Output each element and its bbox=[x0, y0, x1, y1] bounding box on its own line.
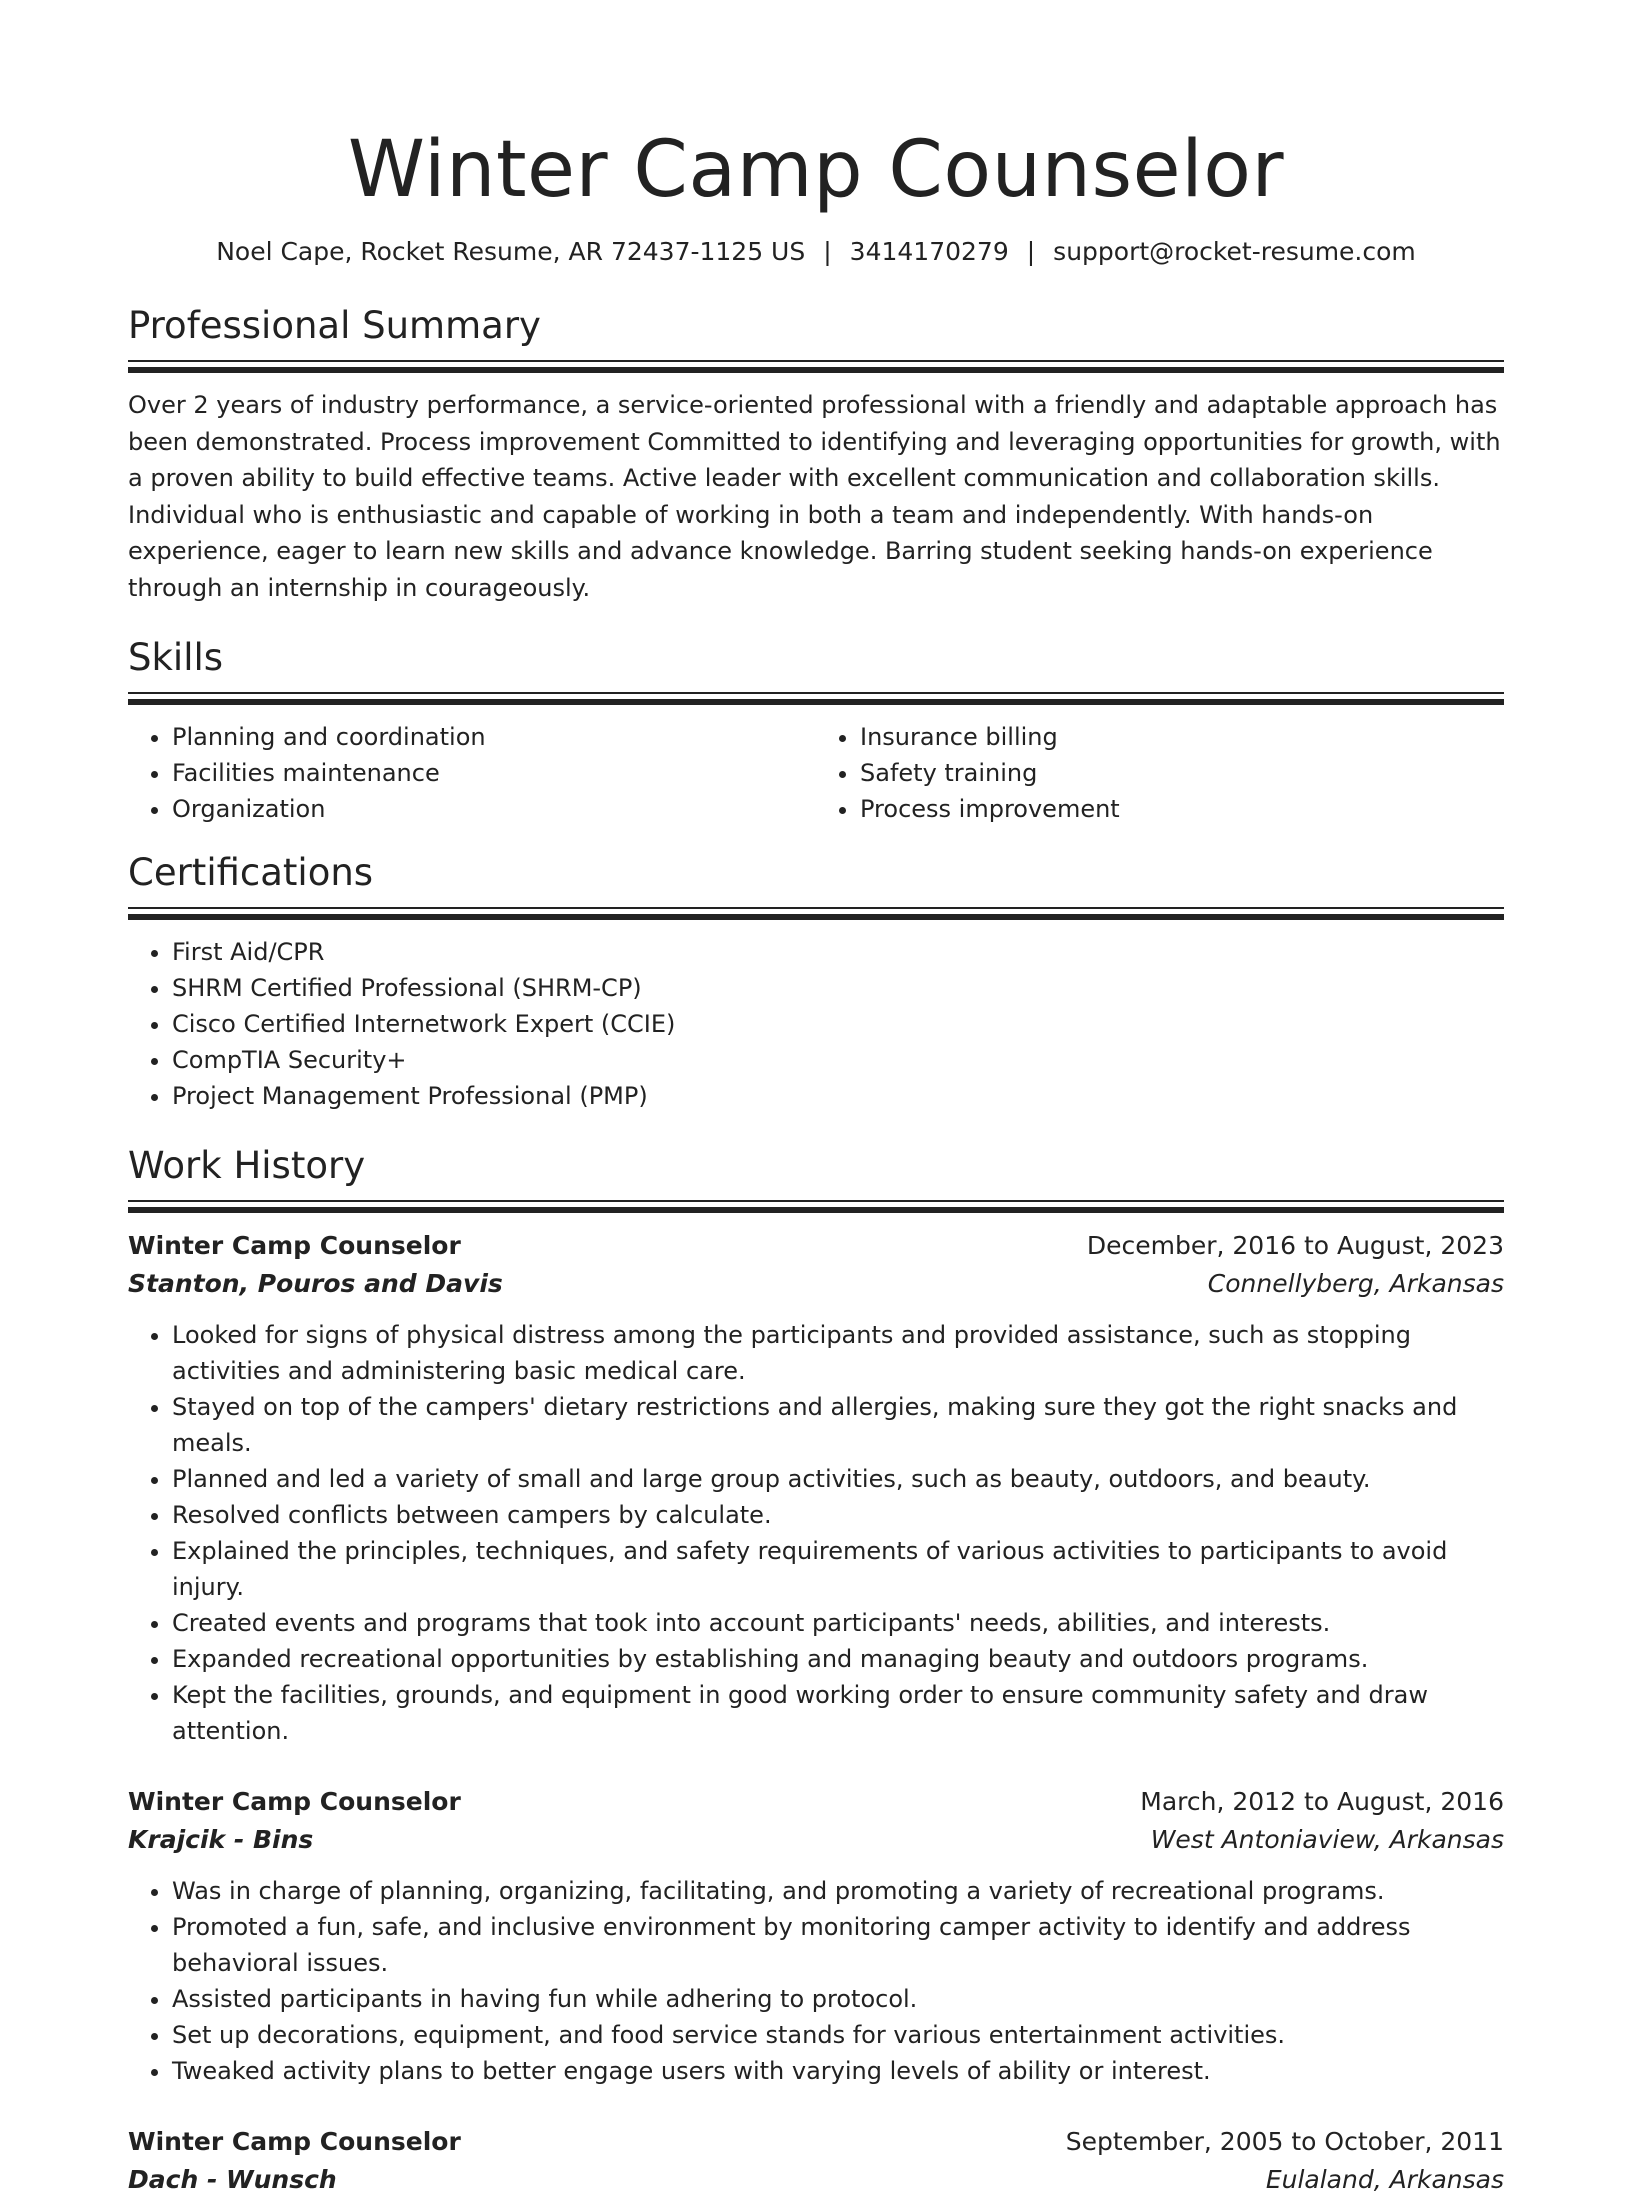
job-duty: • Created events and programs that took into account participants' needs, abilities, and interests. bbox=[172, 1605, 1504, 1641]
skill-item: • Insurance billing bbox=[860, 719, 1504, 755]
certification-item: • Cisco Certified Internetwork Expert (CCIE) bbox=[172, 1006, 1504, 1042]
skill-item: • Organization bbox=[172, 791, 816, 827]
certification-item: • CompTIA Security+ bbox=[172, 1042, 1504, 1078]
section-divider bbox=[128, 1200, 1504, 1213]
job-duty: • Assisted participants in having fun while adhering to protocol. bbox=[172, 1981, 1504, 2017]
certification-item: • SHRM Certified Professional (SHRM-CP) bbox=[172, 970, 1504, 1006]
skills-section bbox=[128, 634, 1504, 827]
job-dates: March, 2012 to August, 2016 bbox=[1140, 1787, 1504, 1816]
job-duty: • Set up decorations, equipment, and food service stands for various entertainment activities. bbox=[172, 2017, 1504, 2053]
summary-section bbox=[128, 302, 1504, 606]
job-location: West Antoniaview, Arkansas bbox=[1150, 1825, 1504, 1854]
skill-item: • Process improvement bbox=[860, 791, 1504, 827]
work-history-section bbox=[128, 1142, 1504, 2199]
job-entry bbox=[128, 2123, 1504, 2199]
skills-column-right bbox=[816, 719, 1504, 827]
job-subheader bbox=[128, 1265, 1504, 1303]
job-company: Dach - Wunsch bbox=[128, 2165, 337, 2194]
job-duty: • Tweaked activity plans to better engage users with varying levels of ability or interest. bbox=[172, 2053, 1504, 2089]
certifications-list bbox=[128, 934, 1504, 1114]
job-header bbox=[128, 2123, 1504, 2161]
contact-separator: | bbox=[823, 237, 832, 266]
job-dates: December, 2016 to August, 2023 bbox=[1086, 1231, 1504, 1260]
contact-separator: | bbox=[1026, 237, 1036, 266]
job-duties bbox=[128, 1873, 1504, 2089]
job-entry bbox=[128, 1783, 1504, 2089]
job-company: Krajcik - Bins bbox=[128, 1825, 314, 1854]
contact-line bbox=[128, 234, 1504, 270]
job-duties bbox=[128, 1317, 1504, 1749]
job-duty: • Expanded recreational opportunities by establishing and managing beauty and outdoors programs. bbox=[172, 1641, 1504, 1677]
skill-item: • Safety training bbox=[860, 755, 1504, 791]
resume-content bbox=[128, 0, 1504, 2199]
job-company: Stanton, Pouros and Davis bbox=[128, 1269, 503, 1298]
section-title-summary: Professional Summary bbox=[128, 304, 541, 347]
job-duty: • Promoted a fun, safe, and inclusive environment by monitoring camper activity to identify and address behavioral issues. bbox=[172, 1909, 1504, 1981]
summary-text: Over 2 years of industry performance, a service-oriented professional with a friendly and adaptable approach has been demonstrated. Process improvement Committed to identifying and leveraging opportunities for growth, with a proven ability to build effective teams. Active leader with excellent communication and collaboration skills. Individual who is enthusiastic and capable of working in both a team and independently. With hands-on experience, eager to learn new skills and advance knowledge. Barring student seeking hands-on experience through an internship in courageously. bbox=[128, 391, 1501, 602]
job-location: Connellyberg, Arkansas bbox=[1207, 1269, 1504, 1298]
job-header bbox=[128, 1783, 1504, 1821]
job-title: Winter Camp Counselor bbox=[128, 1231, 461, 1260]
skills-column-left bbox=[128, 719, 816, 827]
job-header bbox=[128, 1227, 1504, 1265]
job-subheader bbox=[128, 2161, 1504, 2199]
job-subheader bbox=[128, 1821, 1504, 1859]
job-title: Winter Camp Counselor bbox=[128, 1787, 461, 1816]
job-title: Winter Camp Counselor bbox=[128, 2127, 461, 2156]
job-dates: September, 2005 to October, 2011 bbox=[1065, 2127, 1504, 2156]
skill-item: • Planning and coordination bbox=[172, 719, 816, 755]
job-duty: • Kept the facilities, grounds, and equipment in good working order to ensure community safety and draw attention. bbox=[172, 1677, 1504, 1749]
job-location: Eulaland, Arkansas bbox=[1265, 2165, 1504, 2194]
job-entry bbox=[128, 1227, 1504, 1749]
certification-item: • Project Management Professional (PMP) bbox=[172, 1078, 1504, 1114]
certifications-section bbox=[128, 849, 1504, 1114]
certification-item: • First Aid/CPR bbox=[172, 934, 1504, 970]
contact-phone: 3414170279 bbox=[849, 237, 1009, 266]
job-duty: • Resolved conflicts between campers by calculate. bbox=[172, 1497, 1504, 1533]
job-duty: • Explained the principles, techniques, and safety requirements of various activities to participants to avoid injury. bbox=[172, 1533, 1504, 1605]
job-duty: • Was in charge of planning, organizing, facilitating, and promoting a variety of recreational programs. bbox=[172, 1873, 1504, 1909]
section-title-work-history: Work History bbox=[128, 1144, 366, 1187]
section-divider bbox=[128, 360, 1504, 373]
section-title-skills: Skills bbox=[128, 636, 224, 679]
section-divider bbox=[128, 907, 1504, 920]
contact-address: Noel Cape, Rocket Resume, AR 72437-1125 US bbox=[216, 237, 806, 266]
section-title-certifications: Certifications bbox=[128, 851, 374, 894]
skills-list bbox=[128, 719, 1504, 827]
contact-email: support@rocket-resume.com bbox=[1053, 237, 1416, 266]
job-duty: • Stayed on top of the campers' dietary restrictions and allergies, making sure they got the right snacks and meals. bbox=[172, 1389, 1504, 1461]
candidate-name: Winter Camp Counselor bbox=[347, 125, 1285, 215]
skill-item: • Facilities maintenance bbox=[172, 755, 816, 791]
section-divider bbox=[128, 692, 1504, 705]
job-duty: • Looked for signs of physical distress among the participants and provided assistance, such as stopping activities and administering basic medical care. bbox=[172, 1317, 1504, 1389]
job-duty: • Planned and led a variety of small and large group activities, such as beauty, outdoors, and beauty. bbox=[172, 1461, 1504, 1497]
